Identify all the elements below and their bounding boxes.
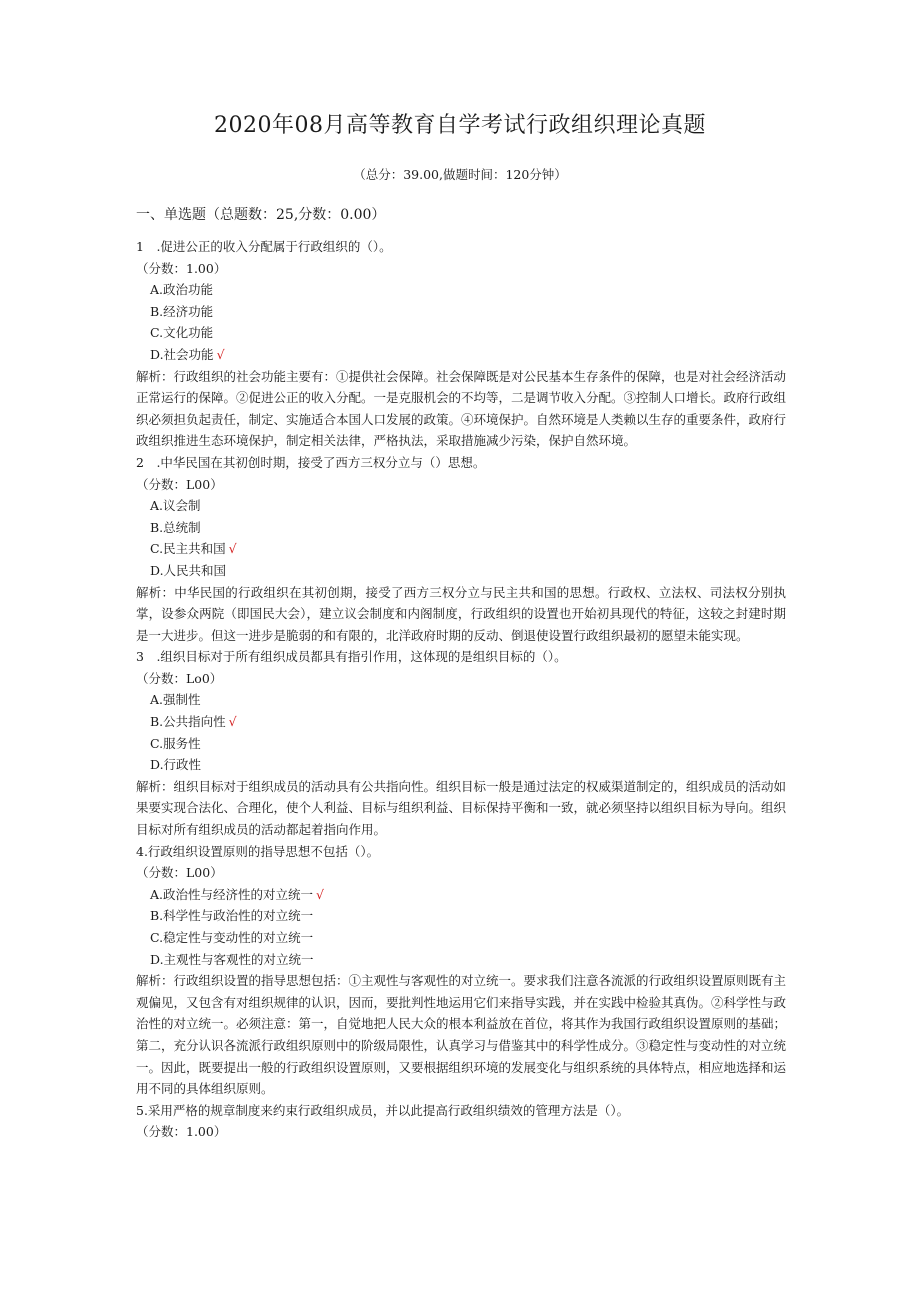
correct-check-icon: √ — [228, 541, 237, 557]
option-c: C.服务性 — [150, 735, 201, 751]
option-b: B.总统制 — [150, 519, 201, 535]
question-block — [136, 841, 786, 1100]
option-d: D.人民共和国 — [150, 562, 227, 578]
option-d: D.主观性与客观性的对立统一 — [150, 951, 314, 967]
page-title: 2020年08月高等教育自学考试行政组织理论真题 — [214, 113, 706, 138]
question-block — [136, 452, 786, 646]
question-block — [136, 1100, 786, 1143]
option-c: C.民主共和国 √ — [150, 541, 237, 557]
option-c: C.稳定性与变动性的对立统一 — [150, 930, 314, 945]
question-list — [136, 236, 786, 1143]
exam-meta: （总分：39.00,做题时间：120分钟） — [353, 167, 567, 182]
option-a: A.政治性与经济性的对立统一 √ — [150, 886, 324, 902]
option-b: B.经济功能 — [150, 303, 214, 319]
option-c: C.文化功能 — [150, 325, 214, 341]
option-a: A.政治功能 — [150, 282, 214, 298]
question-stem: 1 .促进公正的收入分配属于行政组织的（）。 — [136, 239, 392, 254]
question-score: （分数：L00） — [136, 865, 223, 881]
option-d: D.社会功能 √ — [150, 346, 225, 362]
question-score: （分数：Lo0） — [136, 670, 223, 686]
correct-check-icon: √ — [316, 886, 324, 902]
question-block — [136, 236, 786, 452]
option-a: A.议会制 — [150, 498, 201, 514]
question-analysis: 解析：行政组织的社会功能主要有：①提供社会保障。社会保障既是对公民基本生存条件的保障，也是对社会经济活动正常运行的保障。②促进公正的收入分配。一是克服机会的不均等，二是调节收入分配。③控制人口增长。政府行政组织必须担负起责任，制定、实施适合本国人口发展的政策。④环境保护。自然环境是人类赖以生存的重要条件，政府行政组织推进生态环境保护，制定相关法律，严格执法，采取措施减少污染，保护自然环境。 — [136, 368, 787, 449]
question-score: （分数：L00） — [136, 476, 223, 492]
correct-check-icon: √ — [216, 346, 225, 362]
section-heading: 一、单选题（总题数：25,分数：0.00） — [136, 207, 386, 223]
option-b: B.科学性与政治性的对立统一 — [150, 908, 314, 924]
option-a: A.强制性 — [150, 692, 201, 708]
question-analysis: 解析：行政组织设置的指导思想包括：①主观性与客观性的对立统一。要求我们注意各流派的行政组织设置原则既有主观偏见，又包含有对组织规律的认识，因而，要批判性地运用它们来指导实践，并在实践中检验其真伪。②科学性与政治性的对立统一。必须注意：第一，自觉地把人民大众的根本利益放在首位，将其作为我国行政组织设置原则的基础；第二，充分认识各流派行政组织原则中的阶级局限性，认真学习与借鉴其中的科学性成分。③稳定性与变动性的对立统一。因此，既要提出一般的行政组织设置原则，又要根据组织环境的发展变化与组织系统的具体特点，相应地选择和运用不同的具体组织原则。 — [136, 973, 787, 1097]
question-analysis: 解析：中华民国的行政组织在其初创期，接受了西方三权分立与民主共和国的思想。行政权、立法权、司法权分别执掌，设参众两院（即国民大会），建立议会制度和内阁制度，行政组织的设置也开始初具现代的特征，这较之封建时期是一大进步。但这一进步是脆弱的和有限的，北洋政府时期的反动、倒退使设置行政组织最初的愿望未能实现。 — [136, 584, 786, 643]
question-stem: 2 .中华民国在其初创时期，接受了西方三权分立与（）思想。 — [136, 454, 486, 470]
correct-check-icon: √ — [228, 714, 237, 730]
question-stem: 4.行政组织设置原则的指导思想不包括（）。 — [136, 843, 380, 859]
option-d: D.行政性 — [150, 757, 202, 773]
question-block — [136, 646, 786, 840]
question-stem: 3 .组织目标对于所有组织成员都具有指引作用，这体现的是组织目标的（）。 — [136, 649, 567, 665]
option-b: B.公共指向性 √ — [150, 714, 237, 730]
question-score: （分数：1.00） — [136, 260, 227, 276]
question-analysis: 解析：组织目标对于组织成员的活动具有公共指向性。组织目标一般是通过法定的权威渠道制定的，组织成员的活动如果要实现合法化、合理化，使个人利益、目标与组织利益、目标保持平衡和一致，就必须坚持以组织目标为导向。组织目标对所有组织成员的活动都起着指向作用。 — [136, 778, 787, 838]
question-stem: 5.采用严格的规章制度来约束行政组织成员，并以此提高行政组织绩效的管理方法是（）。 — [136, 1102, 630, 1118]
question-score: （分数：1.00） — [136, 1124, 227, 1140]
